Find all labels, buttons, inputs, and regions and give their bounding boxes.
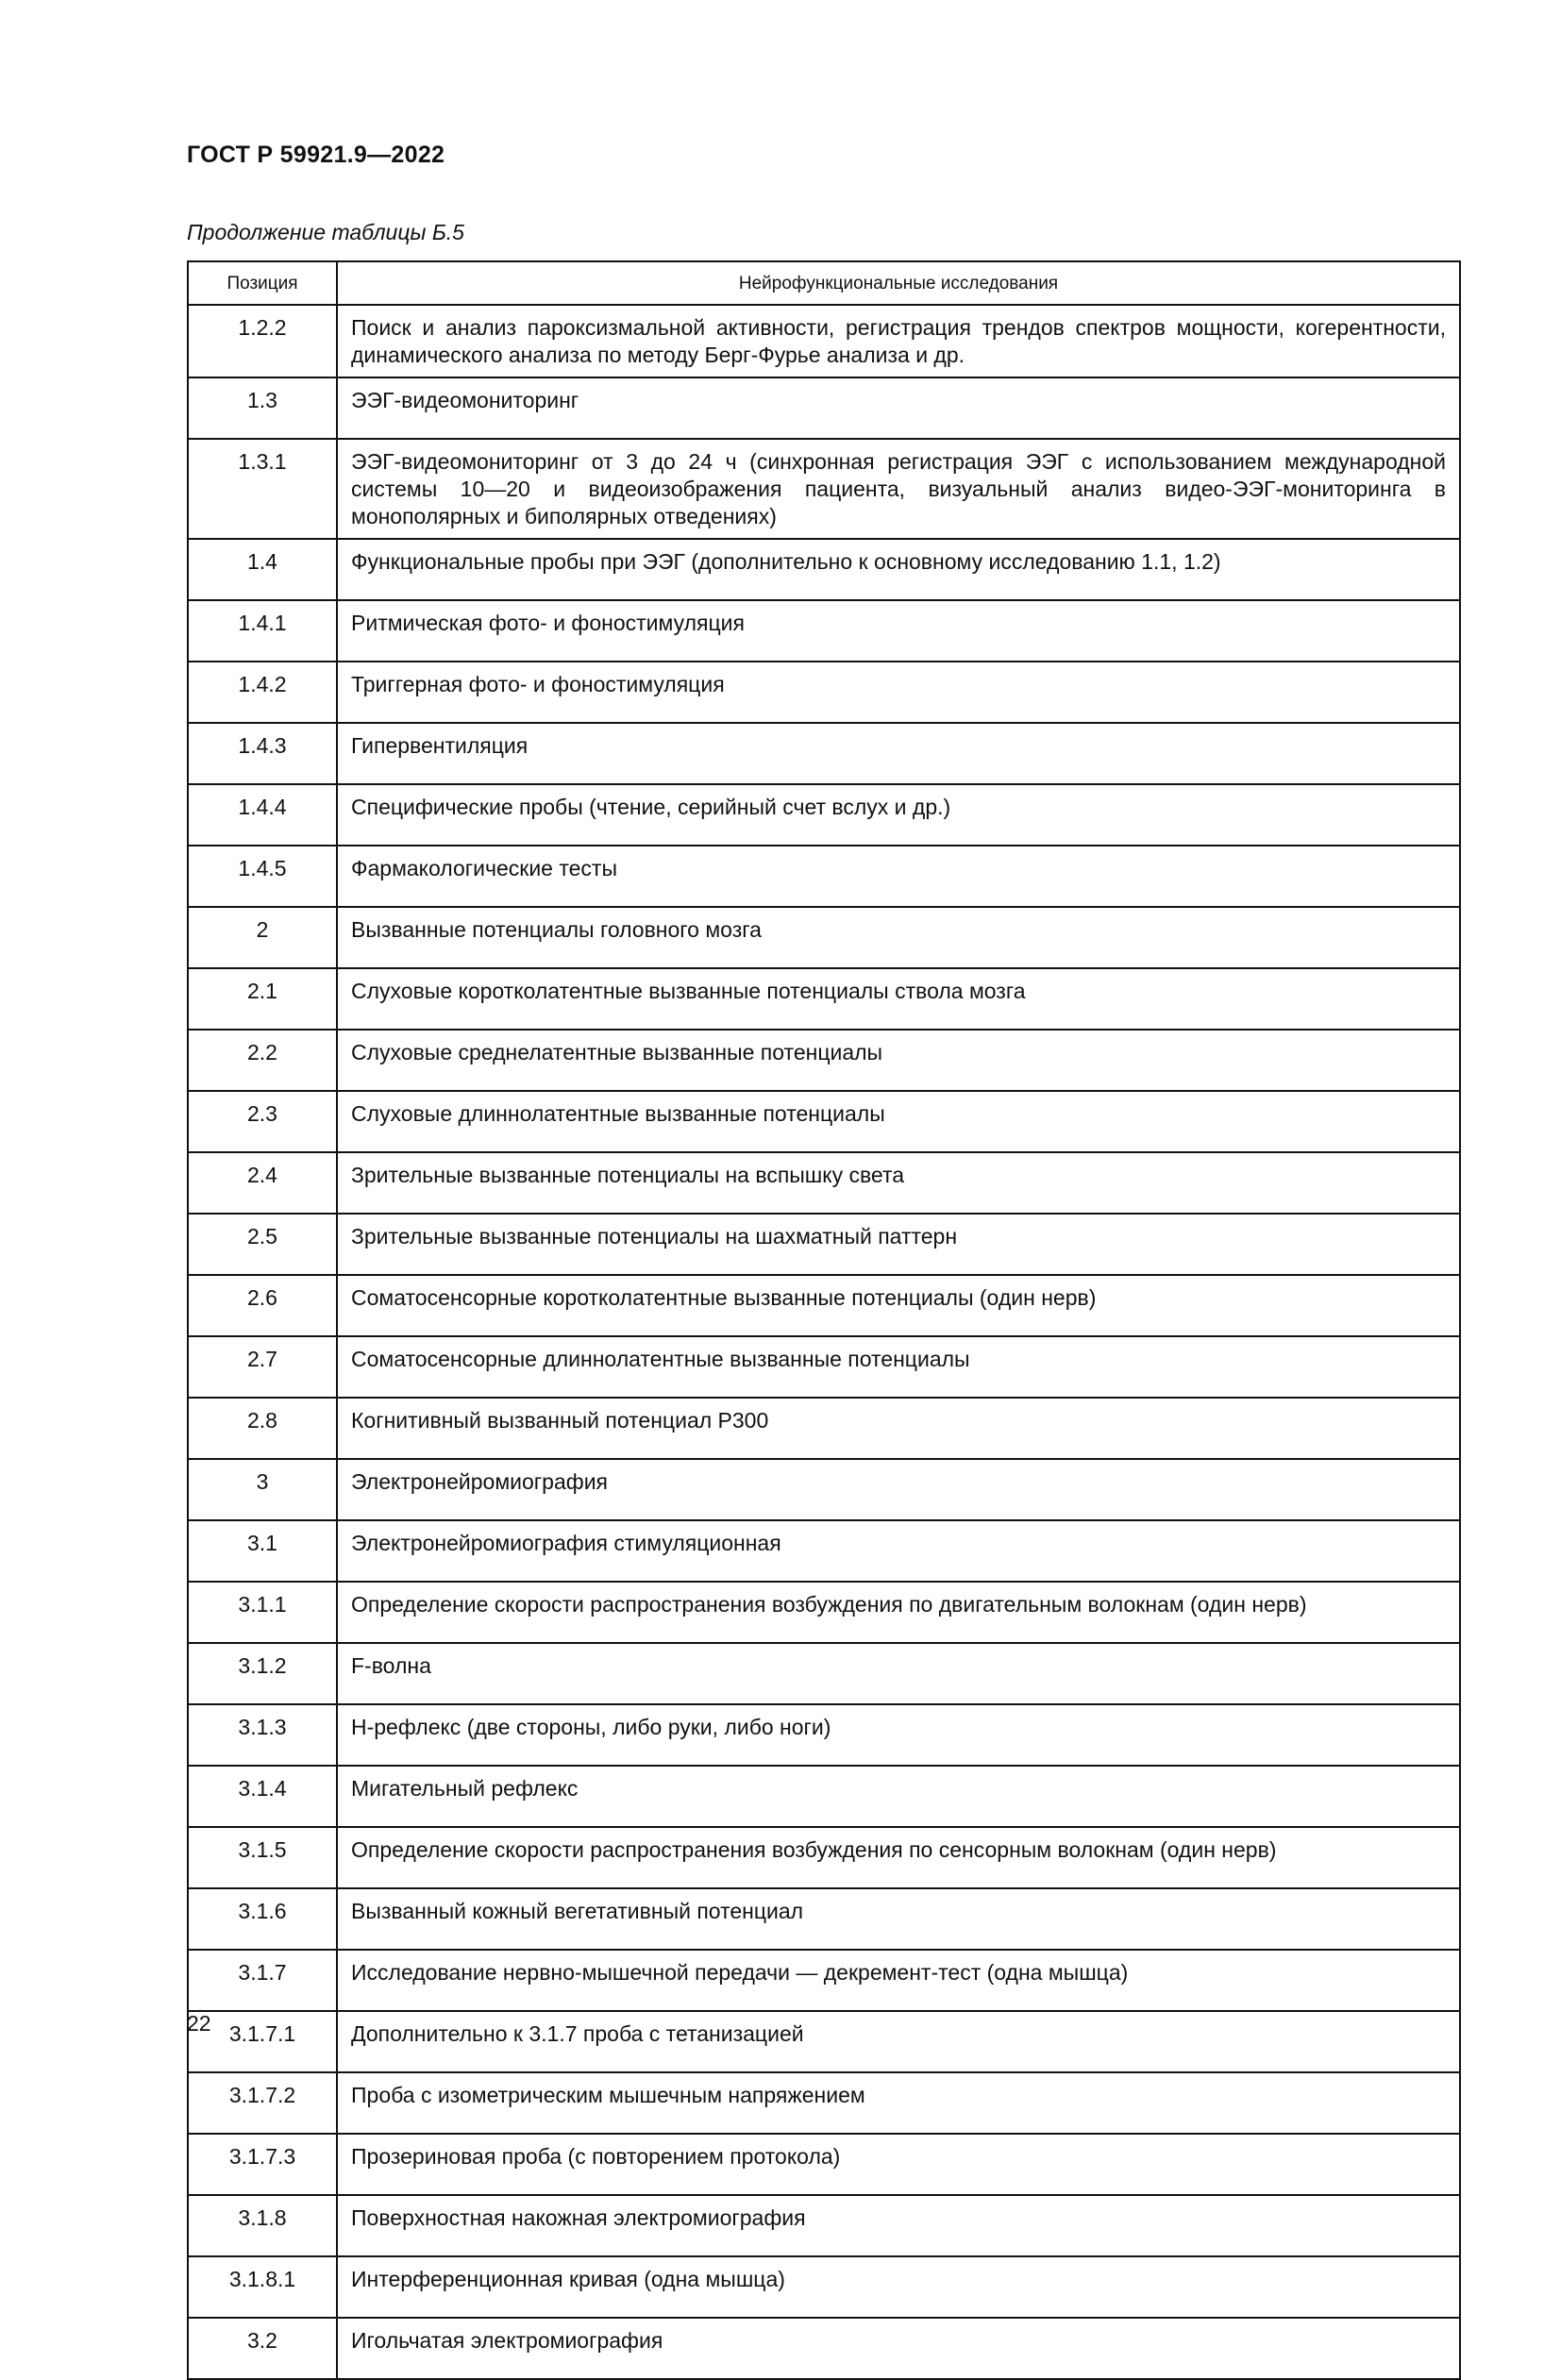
position-cell: 2: [188, 907, 337, 968]
description-cell: Функциональные пробы при ЭЭГ (дополнительно к основному исследованию 1.1, 1.2): [337, 539, 1460, 600]
table-row: [188, 907, 1460, 968]
position-cell: 2.1: [188, 968, 337, 1030]
position-cell: 1.2.2: [188, 305, 337, 377]
description-cell: Слуховые длиннолатентные вызванные потенциалы: [337, 1091, 1460, 1152]
table-row: [188, 1336, 1460, 1398]
position-cell: 3.1.6: [188, 1888, 337, 1950]
description-cell: Вызванный кожный вегетативный потенциал: [337, 1888, 1460, 1950]
position-cell: 1.3.1: [188, 439, 337, 539]
description-cell: Вызванные потенциалы головного мозга: [337, 907, 1460, 968]
description-cell: Гипервентиляция: [337, 723, 1460, 784]
position-cell: 1.4.2: [188, 662, 337, 723]
table-row: [188, 2195, 1460, 2256]
position-cell: 3.1.5: [188, 1827, 337, 1888]
table-row: [188, 968, 1460, 1030]
table-row: [188, 1704, 1460, 1766]
position-cell: 2.4: [188, 1152, 337, 1214]
position-cell: 2.6: [188, 1275, 337, 1336]
page-number: 22: [187, 2011, 211, 2036]
position-cell: 3.1.2: [188, 1643, 337, 1704]
table-row: [188, 539, 1460, 600]
table-row: [188, 1827, 1460, 1888]
position-cell: 3.1.7.3: [188, 2134, 337, 2195]
table-row: [188, 662, 1460, 723]
table-row: [188, 1091, 1460, 1152]
position-cell: 3.1: [188, 1520, 337, 1582]
description-cell: Дополнительно к 3.1.7 проба с тетанизацией: [337, 2011, 1460, 2072]
table-caption: Продолжение таблицы Б.5: [187, 220, 464, 244]
table-row: [188, 1950, 1460, 2011]
description-cell: Поиск и анализ пароксизмальной активности, регистрация трендов спектров мощности, когерентности, динамического анализа по методу Берг-Фурье анализа и др.: [337, 305, 1460, 377]
position-cell: 3.1.7: [188, 1950, 337, 2011]
table-row: [188, 2318, 1460, 2379]
description-cell: Электронейромиография стимуляционная: [337, 1520, 1460, 1582]
table-row: [188, 846, 1460, 907]
description-cell: Н-рефлекс (две стороны, либо руки, либо ноги): [337, 1704, 1460, 1766]
position-cell: 1.3: [188, 377, 337, 439]
table-row: [188, 1520, 1460, 1582]
description-cell: Прозериновая проба (с повторением протокола): [337, 2134, 1460, 2195]
description-cell: Фармакологические тесты: [337, 846, 1460, 907]
description-cell: Слуховые среднелатентные вызванные потенциалы: [337, 1030, 1460, 1091]
description-cell: Исследование нервно-мышечной передачи — декремент-тест (одна мышца): [337, 1950, 1460, 2011]
description-cell: ЭЭГ-видеомониторинг: [337, 377, 1460, 439]
position-cell: 2.5: [188, 1214, 337, 1275]
description-cell: Соматосенсорные коротколатентные вызванные потенциалы (один нерв): [337, 1275, 1460, 1336]
description-cell: Поверхностная накожная электромиография: [337, 2195, 1460, 2256]
table-row: [188, 1030, 1460, 1091]
description-cell: Мигательный рефлекс: [337, 1766, 1460, 1827]
description-cell: Когнитивный вызванный потенциал Р300: [337, 1398, 1460, 1459]
table-row: [188, 1459, 1460, 1520]
description-cell: Игольчатая электромиография: [337, 2318, 1460, 2379]
description-cell: Интерференционная кривая (одна мышца): [337, 2256, 1460, 2318]
description-cell: Определение скорости распространения возбуждения по двигательным волокнам (один нерв): [337, 1582, 1460, 1643]
position-cell: 1.4.3: [188, 723, 337, 784]
table-row: [188, 2256, 1460, 2318]
position-cell: 3.1.3: [188, 1704, 337, 1766]
position-cell: 1.4: [188, 539, 337, 600]
table-row: [188, 1398, 1460, 1459]
position-cell: 3.1.4: [188, 1766, 337, 1827]
table-body: [188, 305, 1460, 2379]
table-row: [188, 1643, 1460, 1704]
position-cell: 3.1.7.2: [188, 2072, 337, 2134]
description-cell: Определение скорости распространения возбуждения по сенсорным волокнам (один нерв): [337, 1827, 1460, 1888]
description-cell: Электронейромиография: [337, 1459, 1460, 1520]
position-cell: 3.1.8.1: [188, 2256, 337, 2318]
position-cell: 2.7: [188, 1336, 337, 1398]
position-cell: 3: [188, 1459, 337, 1520]
table-row: [188, 600, 1460, 662]
position-cell: 1.4.1: [188, 600, 337, 662]
table-row: [188, 377, 1460, 439]
description-cell: Специфические пробы (чтение, серийный счет вслух и др.): [337, 784, 1460, 846]
description-cell: Зрительные вызванные потенциалы на шахматный паттерн: [337, 1214, 1460, 1275]
table-row: [188, 1214, 1460, 1275]
position-cell: 2.2: [188, 1030, 337, 1091]
table-header-row: [188, 261, 1460, 305]
position-cell: 1.4.5: [188, 846, 337, 907]
table-row: [188, 305, 1460, 377]
document-header: ГОСТ Р 59921.9—2022: [187, 142, 445, 168]
table-row: [188, 1766, 1460, 1827]
description-cell: Триггерная фото- и фоностимуляция: [337, 662, 1460, 723]
table-row: [188, 2072, 1460, 2134]
description-cell: ЭЭГ-видеомониторинг от 3 до 24 ч (синхронная регистрация ЭЭГ с использованием международной системы 10—20 и видеоизображения пациента, визуальный анализ видео-ЭЭГ-мониторинга в монополярных и биполярных отведениях): [337, 439, 1460, 539]
description-cell: Соматосенсорные длиннолатентные вызванные потенциалы: [337, 1336, 1460, 1398]
position-cell: 3.1.1: [188, 1582, 337, 1643]
table-row: [188, 723, 1460, 784]
table-row: [188, 1275, 1460, 1336]
position-cell: 3.1.7.1: [188, 2011, 337, 2072]
column-header-studies: Нейрофункциональные исследования: [337, 261, 1460, 305]
table-row: [188, 1582, 1460, 1643]
description-cell: Проба с изометрическим мышечным напряжением: [337, 2072, 1460, 2134]
table-row: [188, 784, 1460, 846]
description-cell: Зрительные вызванные потенциалы на вспышку света: [337, 1152, 1460, 1214]
position-cell: 1.4.4: [188, 784, 337, 846]
table-row: [188, 1888, 1460, 1950]
description-cell: Ритмическая фото- и фоностимуляция: [337, 600, 1460, 662]
position-cell: 2.8: [188, 1398, 337, 1459]
procedures-table: [187, 260, 1461, 2380]
column-header-position: Позиция: [188, 261, 337, 305]
description-cell: F-волна: [337, 1643, 1460, 1704]
description-cell: Слуховые коротколатентные вызванные потенциалы ствола мозга: [337, 968, 1460, 1030]
table-row: [188, 2011, 1460, 2072]
position-cell: 3.1.8: [188, 2195, 337, 2256]
table-row: [188, 2134, 1460, 2195]
position-cell: 2.3: [188, 1091, 337, 1152]
position-cell: 3.2: [188, 2318, 337, 2379]
table-row: [188, 1152, 1460, 1214]
table-row: [188, 439, 1460, 539]
